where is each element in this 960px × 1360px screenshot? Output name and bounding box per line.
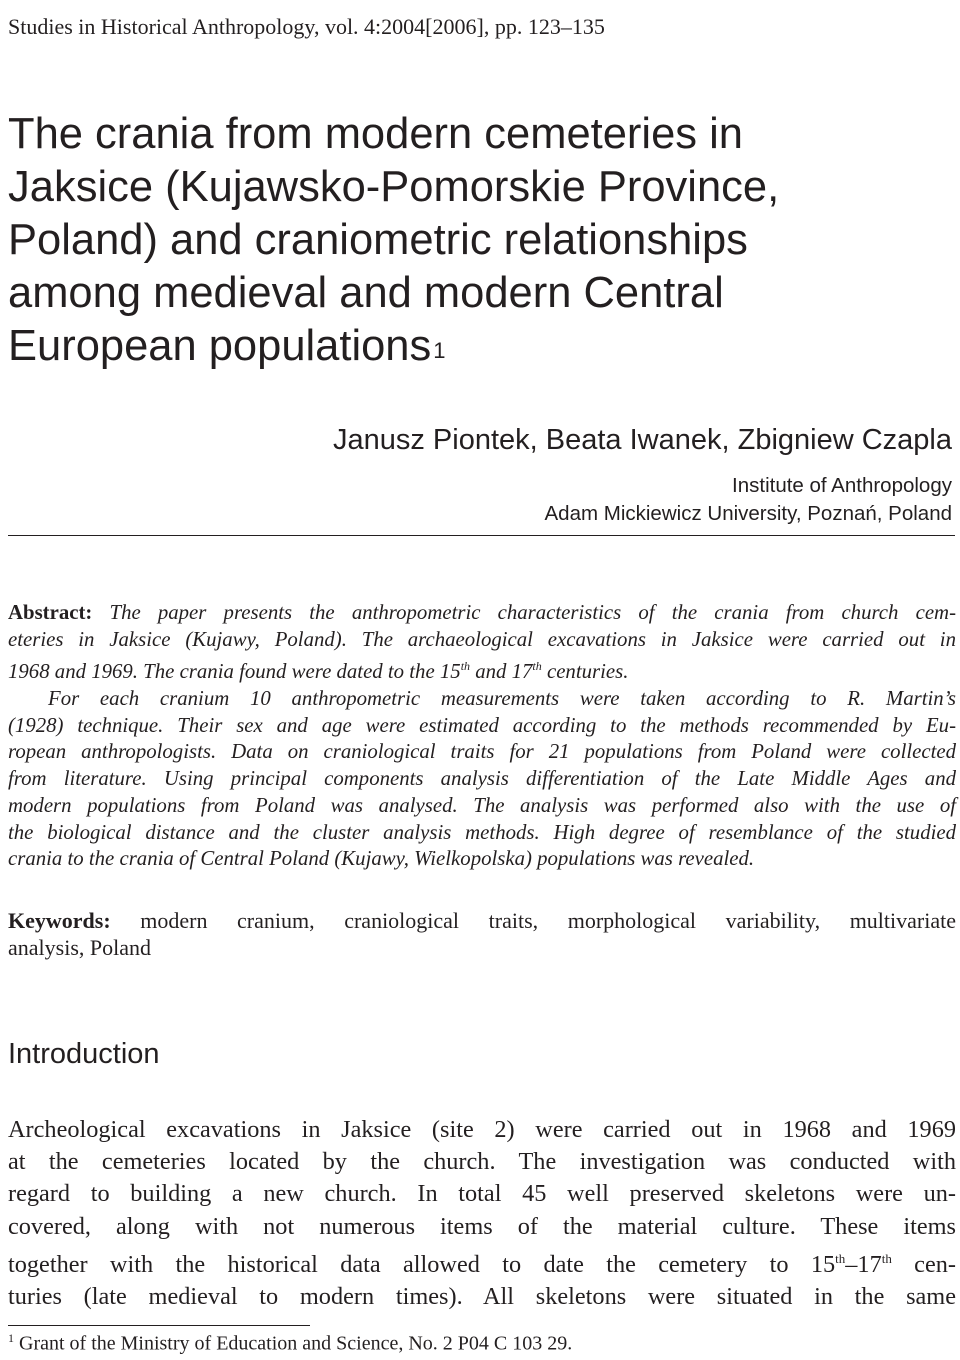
abstract-line: crania to the crania of Central Poland (Kujawy, Wielkopolska) populations was revealed. (8, 847, 755, 871)
title-footnote-mark[interactable]: 1 (433, 338, 446, 363)
journal-header: Studies in Historical Anthropology, vol. 4:2004[2006], pp. 123–135 (8, 14, 605, 39)
title-line-last: European populations$^1$ (8, 322, 446, 370)
paper-title (8, 108, 938, 373)
body-line: Archeological excavations in Jaksice (site 2) were carried out in 1968 and 1969 (8, 1116, 956, 1143)
title-line: among medieval and modern Central (8, 269, 724, 317)
header-divider (8, 535, 955, 536)
footnote: $^1$ Grant of the Ministry of Education and Science, No. 2 P04 C 103 29. (8, 1331, 573, 1355)
body-line: regard to building a new church. In total 45 well preserved skeletons were un- (8, 1180, 956, 1208)
abstract-line: the biological distance and the cluster analysis methods. High degree of resemblance of the studied (8, 820, 956, 844)
abstract-line: For each cranium 10 anthropometric measurements were taken according to R. Martin’s (48, 687, 956, 711)
affiliation-institute: Institute of Anthropology (732, 474, 952, 497)
footnote-divider (8, 1325, 310, 1326)
title-line: The crania from modern cemeteries in (8, 110, 743, 158)
abstract-line: modern populations from Poland was analysed. The analysis was performed also with the use of (8, 793, 956, 817)
footnote-mark: 1 (8, 1331, 14, 1345)
introduction-body (8, 1114, 956, 1313)
introduction-heading: Introduction (8, 1038, 160, 1070)
authors: Janusz Piontek, Beata Iwanek, Zbigniew Czapla (332, 424, 952, 456)
abstract-line: from literature. Using principal components analysis differentiation of the Late Middle Ages and (8, 767, 956, 791)
abstract-line: 1968 and 1969. The crania found were dated to the 15th and 17th centuries. (8, 659, 629, 684)
abstract-line: Abstract: The paper presents the anthropometric characteristics of the crania from church cem- (8, 601, 956, 624)
body-line: together with the historical data allowed to date the cemetery to 15th–17th cen- (8, 1250, 956, 1278)
body-line: covered, along with not numerous items of the material culture. These items (8, 1212, 956, 1240)
keywords-line: analysis, Poland (8, 935, 151, 960)
affiliation-university: Adam Mickiewicz University, Poznań, Poland (544, 502, 952, 525)
keywords-label: Keywords: (8, 908, 111, 933)
abstract-line: (1928) technique. Their sex and age were estimated according to the methods recommended by Eu- (8, 713, 956, 737)
title-line: Jaksice (Kujawsko-Pomorskie Province, (8, 163, 780, 211)
abstract (8, 600, 956, 873)
affiliation (545, 472, 953, 528)
keywords (8, 907, 956, 961)
body-line: at the cemeteries located by the church. The investigation was conducted with (8, 1148, 956, 1176)
abstract-line: ropean anthropologists. Data on craniological traits for 21 populations from Poland were collected (8, 740, 956, 764)
keywords-line: Keywords: modern cranium, craniological traits, morphological variability, multivariate (8, 908, 956, 933)
body-line: turies (late medieval to modern times). All skeletons were situated in the same (8, 1283, 956, 1311)
abstract-label: Abstract: (8, 601, 93, 624)
title-line: Poland) and craniometric relationships (8, 216, 748, 264)
abstract-line: eteries in Jaksice (Kujawy, Poland). The archaeological excavations in Jaksice were carried out in (8, 627, 956, 651)
